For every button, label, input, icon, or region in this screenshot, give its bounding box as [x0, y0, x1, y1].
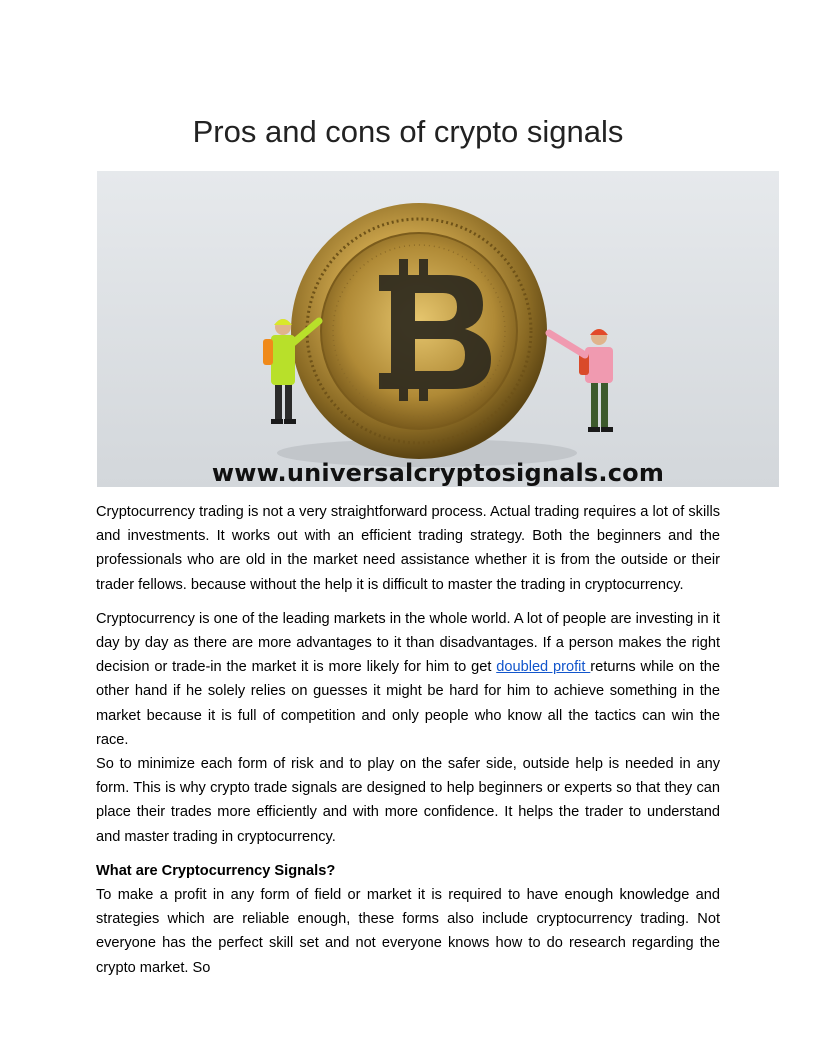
bitcoin-coin-icon: [291, 203, 547, 459]
paragraph-intro: Cryptocurrency trading is not a very straightforward process. Actual trading requires a lot of skills and investments. It works out with an efficient trading strategy. Both the beginners and the professionals who are old in the market need assistance whether it is from the outside or their trader fellows. because without the help it is difficult to master the trading in cryptocurrency.: [96, 504, 720, 593]
section-heading: What are Cryptocurrency Signals?: [96, 862, 336, 879]
paragraph-signals: To make a profit in any form of field or market it is required to have enough knowledge and strategies which are reliable enough, these forms also include cryptocurrency trading. Not everyone has the perfect skill set and not everyone knows how to do research regarding the crypto market. So: [96, 887, 720, 976]
doubled-profit-link[interactable]: doubled profit: [496, 659, 591, 676]
hero-image: [97, 171, 779, 487]
paragraph-markets: [96, 607, 720, 752]
page-title: Pros and cons of crypto signals: [192, 114, 624, 149]
paragraph-risk: So to minimize each form of risk and to play on the safer side, outside help is needed in any form. This is why crypto trade signals are designed to help beginners or experts so that they can place their trades more efficiently and with more confidence. It helps the trader to understand and master trading in cryptocurrency.: [96, 756, 720, 845]
watermark-url: www.universalcryptosignals.com: [211, 459, 665, 487]
paragraph-markets-text-after: returns while on the other hand if he solely relies on guesses it might be hard for him to achieve something in the market because it is full of competition and only people who know all the tactics can win the race.: [96, 659, 720, 748]
paragraph-markets-text-before: Cryptocurrency is one of the leading markets in the whole world. A lot of people are investing in it day by day as there are more advantages to it than disadvantages. If a person makes the right decision or trade-in the market it is more likely for him to get: [96, 610, 720, 676]
bitcoin-illustration: [97, 171, 779, 487]
article-body: [96, 500, 720, 980]
